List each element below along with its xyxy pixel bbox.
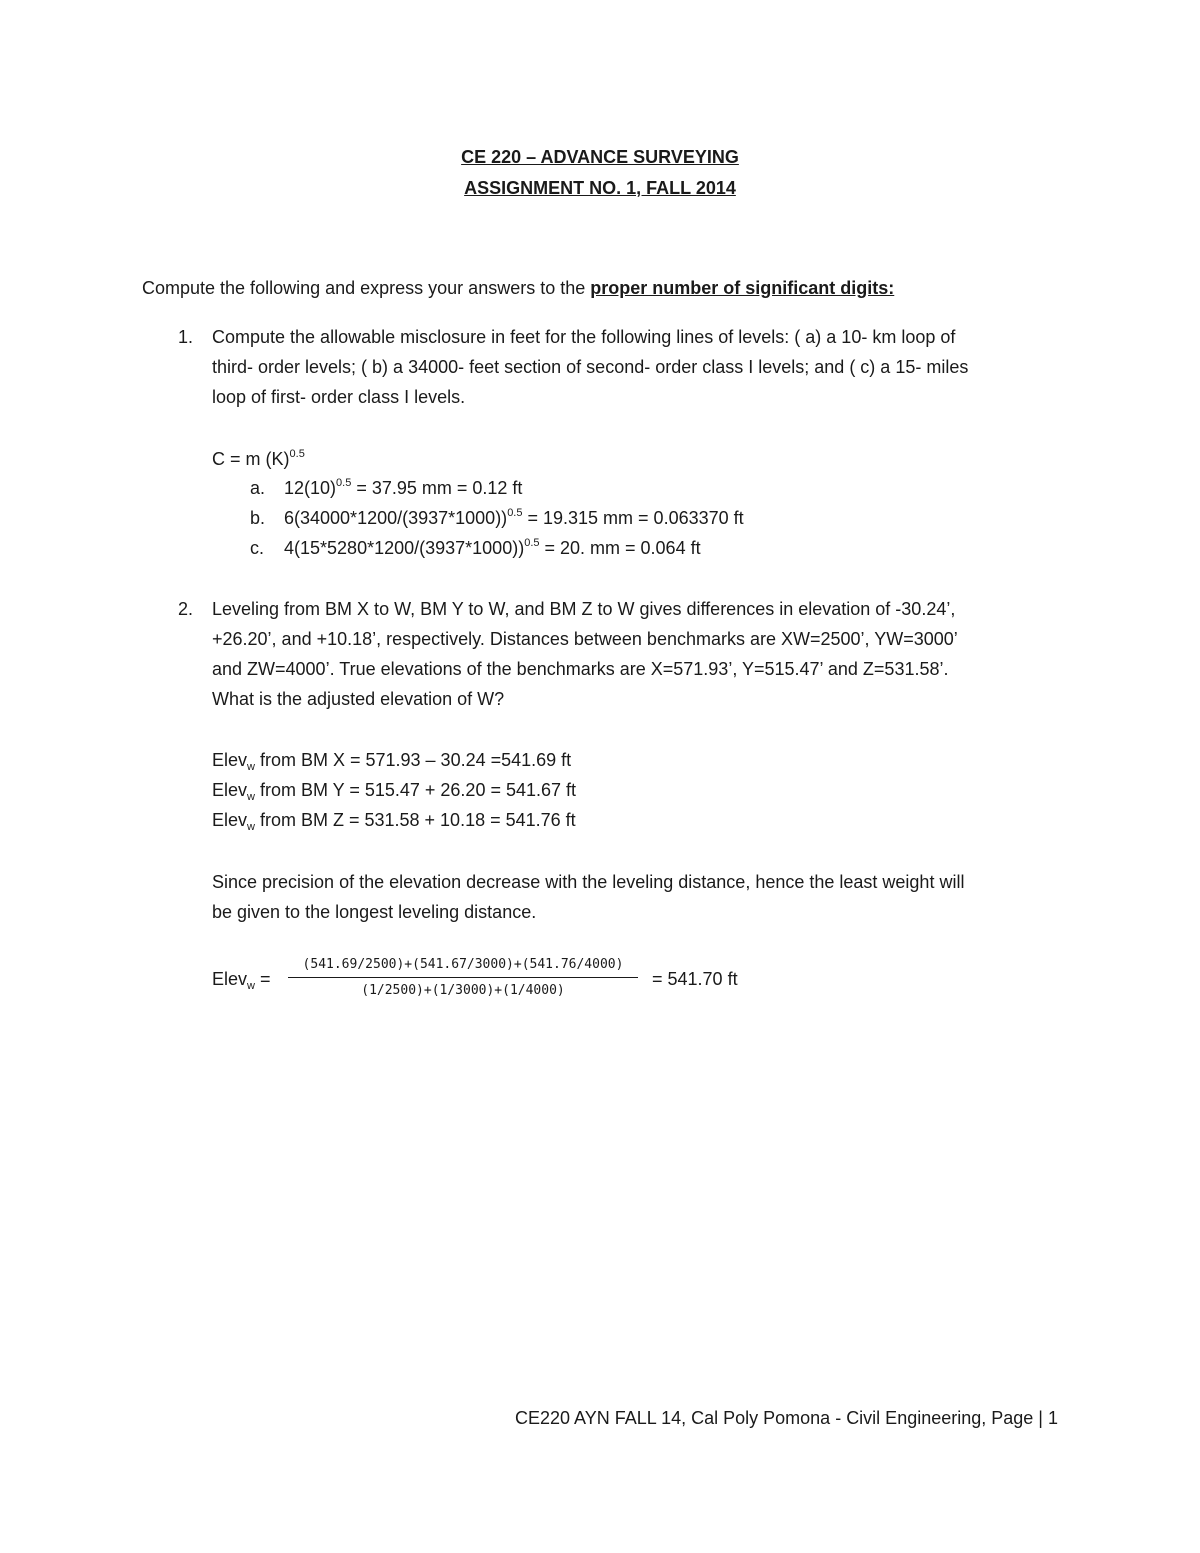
elevation-line xyxy=(212,750,572,773)
answer-label: a. xyxy=(250,478,266,498)
instructions-text: Compute the following and express your answers to the xyxy=(142,278,591,298)
answer-result: = 20. mm = 0.064 ft xyxy=(539,538,701,558)
answer-line xyxy=(284,479,522,497)
elev-subscript: w xyxy=(247,761,255,773)
instructions-emphasis: proper number of significant digits: xyxy=(590,278,895,298)
elev-subscript: w xyxy=(247,821,255,833)
elevation-line xyxy=(212,810,576,833)
answer-exponent: 0.5 xyxy=(336,477,352,489)
formula-base: C = m (K) xyxy=(212,449,290,469)
answer-exponent: 0.5 xyxy=(507,507,523,519)
elev-subscript: w xyxy=(247,791,255,803)
explanation-line: Since precision of the elevation decrease with the leveling distance, hence the least weight will xyxy=(212,872,965,892)
elevation-line xyxy=(212,780,577,803)
answer-base: 4(15*5280*1200/(3937*1000)) xyxy=(284,538,525,558)
answer-label: c. xyxy=(250,538,265,558)
question-1-text-line: third- order levels; ( b) a 34000- feet section of second- order class I levels; and ( c) a 15- miles xyxy=(212,357,969,377)
elev-subscript: w xyxy=(247,980,255,992)
elev-label: Elev xyxy=(212,750,248,770)
weighted-elevation-label xyxy=(212,969,271,992)
elev-label: Elev xyxy=(212,810,248,830)
assignment-subtitle: ASSIGNMENT NO. 1, FALL 2014 xyxy=(464,178,736,198)
answer-base: 6(34000*1200/(3937*1000)) xyxy=(284,508,508,528)
question-number: 1. xyxy=(178,327,194,347)
elev-label: Elev xyxy=(212,969,248,989)
question-number: 2. xyxy=(178,599,194,619)
answer-base: 12(10) xyxy=(284,478,337,498)
equals-sign: = xyxy=(254,969,271,989)
question-2-text-line: +26.20’, and +10.18’, respectively. Distances between benchmarks are XW=2500’, YW=3000’ xyxy=(212,629,958,649)
question-2-text-line: What is the adjusted elevation of W? xyxy=(212,689,505,709)
question-2-text-line: Leveling from BM X to W, BM Y to W, and BM Z to W gives differences in elevation of -30.24’, xyxy=(212,599,956,619)
fraction-numerator: (541.69/2500)+(541.67/3000)+(541.76/4000) xyxy=(288,957,638,978)
weighted-elevation-result: = 541.70 ft xyxy=(652,969,738,989)
answer-result: = 19.315 mm = 0.063370 ft xyxy=(522,508,744,528)
elev-result: from BM X = 571.93 – 30.24 =541.69 ft xyxy=(254,750,572,770)
instructions xyxy=(142,279,894,297)
question-1-text-line: Compute the allowable misclosure in feet for the following lines of levels: ( a) a 10- km loop of xyxy=(212,327,956,347)
question-1-text-line: loop of first- order class I levels. xyxy=(212,387,466,407)
explanation-line: be given to the longest leveling distance. xyxy=(212,902,537,922)
misclosure-formula xyxy=(212,450,305,468)
elev-result: from BM Y = 515.47 + 26.20 = 541.67 ft xyxy=(254,780,577,800)
weighted-mean-fraction xyxy=(288,957,638,998)
answer-label: b. xyxy=(250,508,266,528)
fraction-denominator: (1/2500)+(1/3000)+(1/4000) xyxy=(361,983,565,998)
formula-exponent: 0.5 xyxy=(289,448,305,460)
elev-label: Elev xyxy=(212,780,248,800)
document-title: CE 220 – ADVANCE SURVEYING xyxy=(461,147,739,167)
elev-result: from BM Z = 531.58 + 10.18 = 541.76 ft xyxy=(254,810,576,830)
answer-result: = 37.95 mm = 0.12 ft xyxy=(351,478,523,498)
answer-line xyxy=(284,539,701,557)
page-footer: CE220 AYN FALL 14, Cal Poly Pomona - Civil Engineering, Page | 1 xyxy=(515,1408,1058,1428)
answer-exponent: 0.5 xyxy=(524,537,540,549)
answer-line xyxy=(284,509,744,527)
question-2-text-line: and ZW=4000’. True elevations of the benchmarks are X=571.93’, Y=515.47’ and Z=531.58’. xyxy=(212,659,949,679)
